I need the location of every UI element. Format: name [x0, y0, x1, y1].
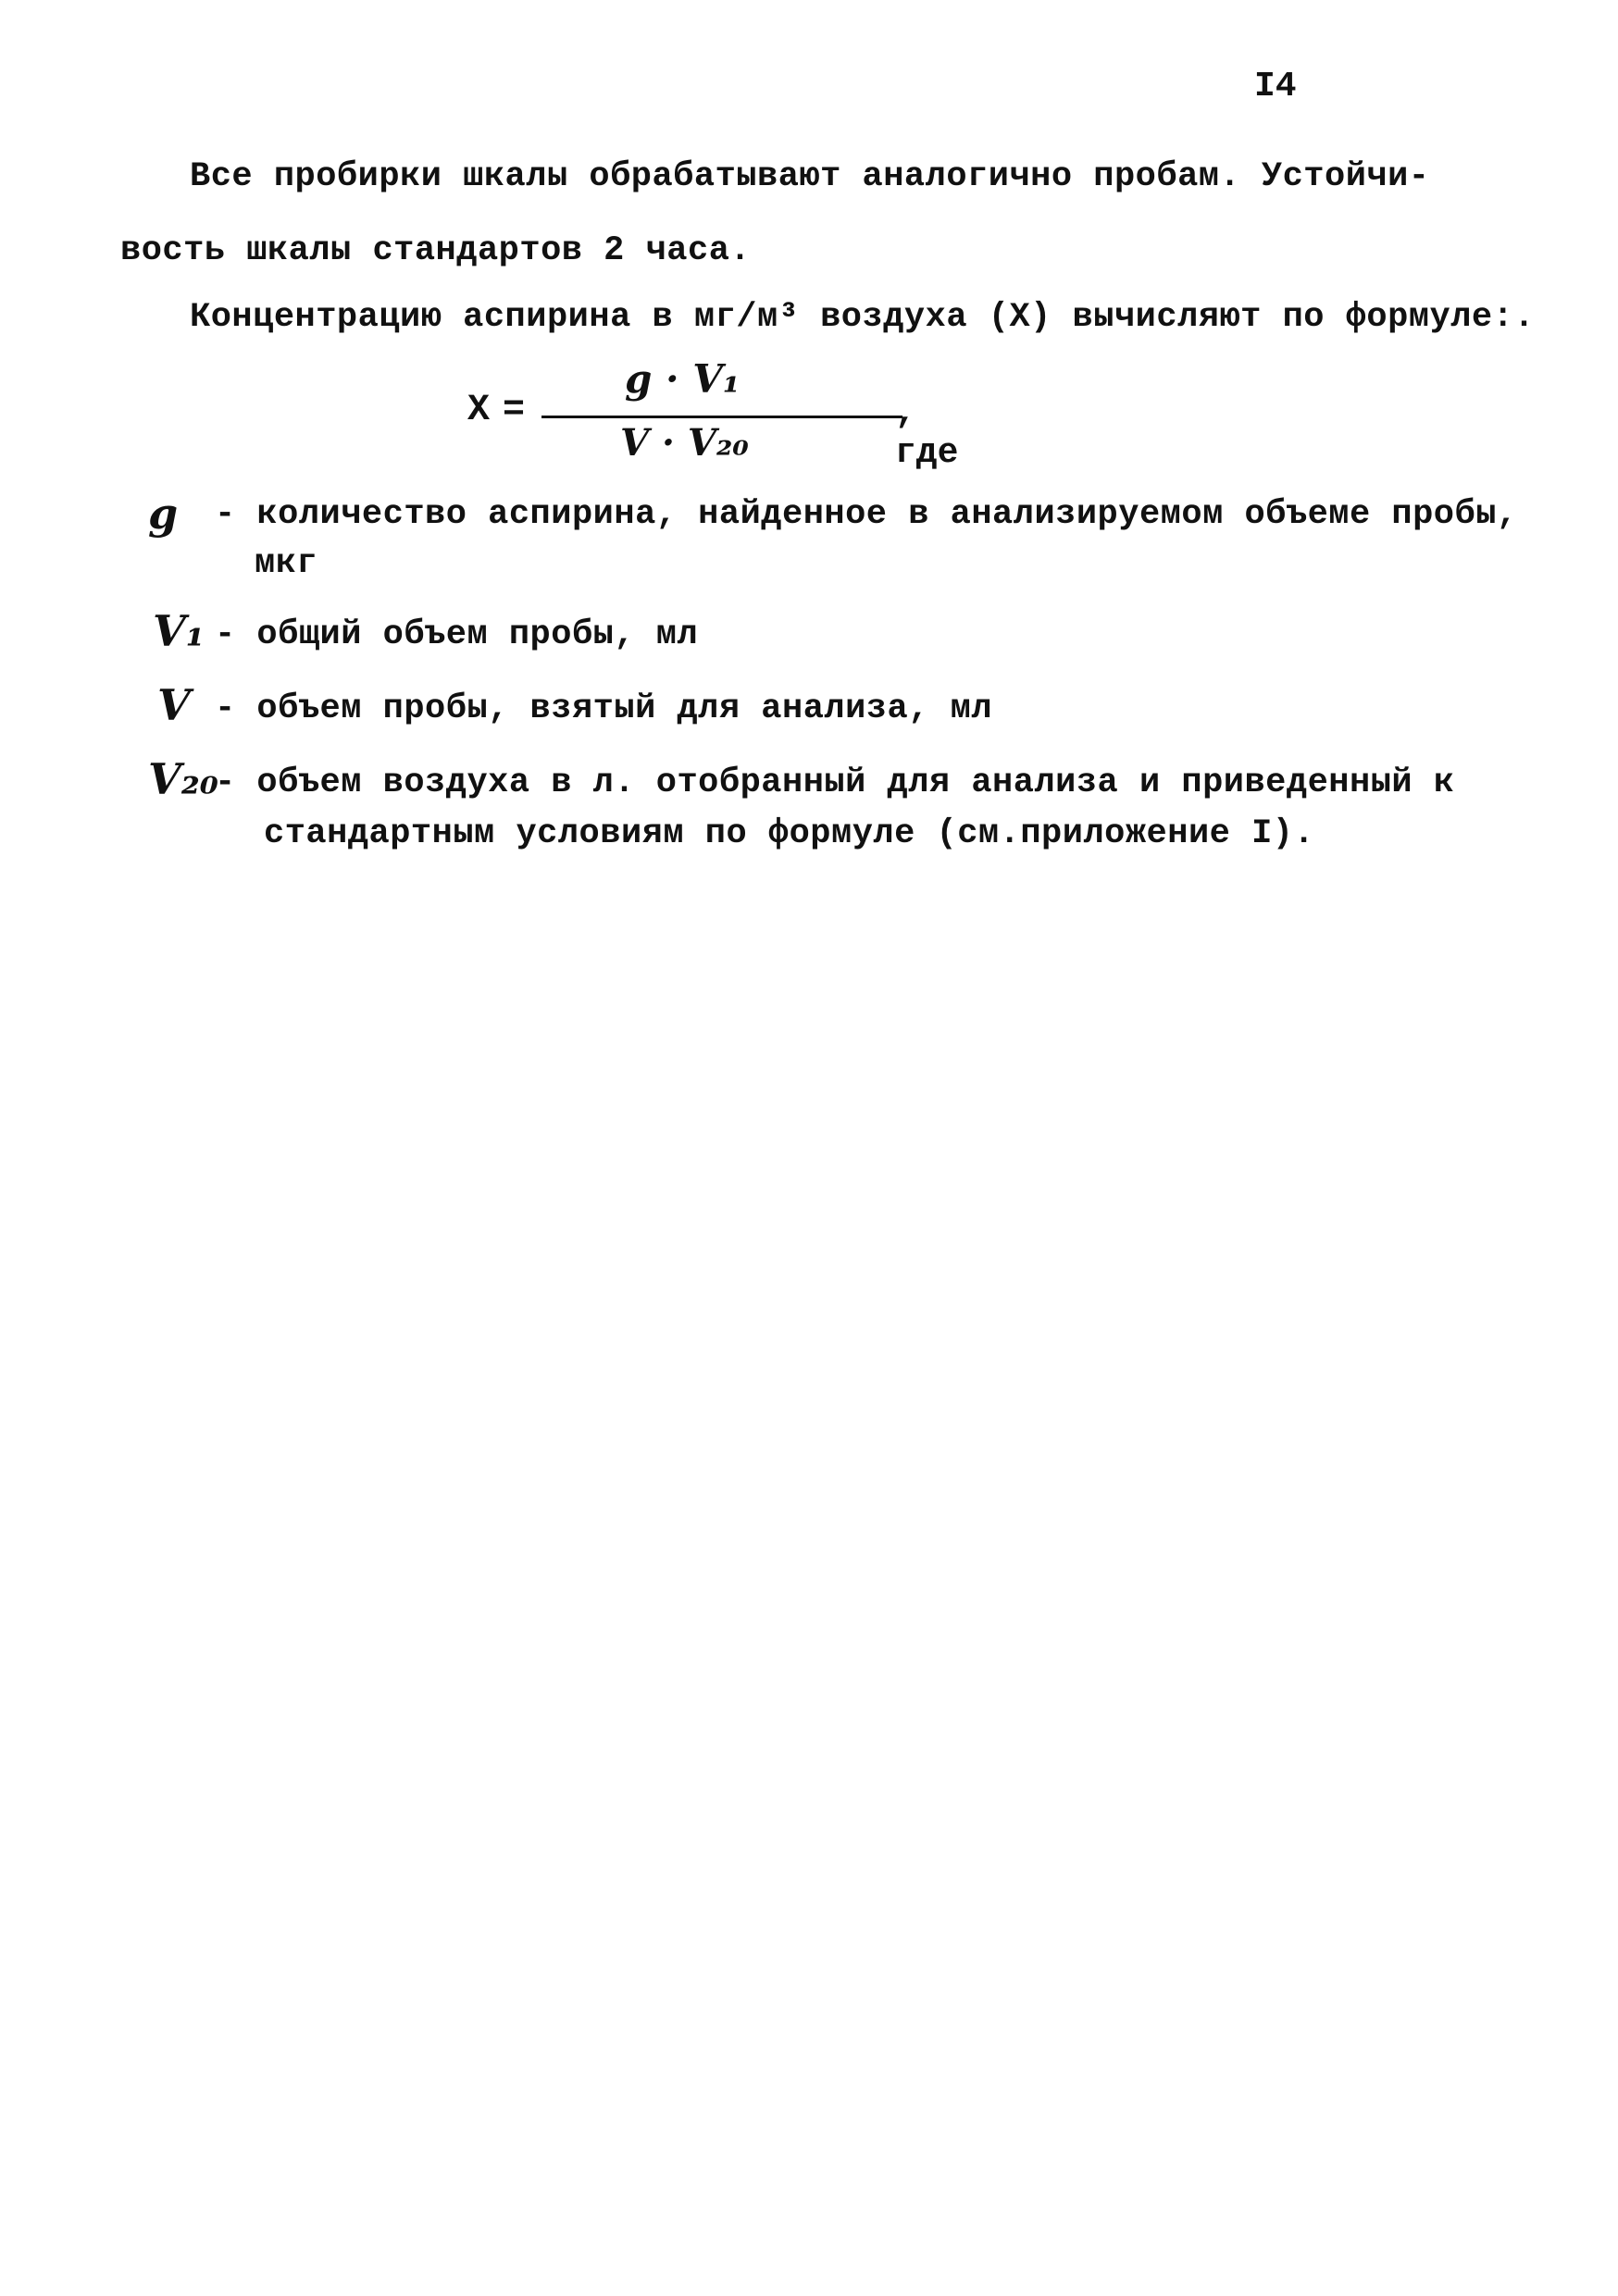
formula-suffix: , где: [895, 393, 959, 473]
paragraph-1-line-2: вость шкалы стандартов 2 часа.: [120, 231, 752, 270]
definition-text-v: - объем пробы, взятый для анализа, мл: [215, 689, 993, 728]
definition-symbol-v1: V₁: [153, 606, 205, 656]
definition-text-v20-line-2: стандартным условиям по формуле (см.приложение I).: [264, 814, 1315, 853]
definition-text-v20-line-1: - объем воздуха в л. отобранный для анализа и приведенный к: [215, 763, 1455, 802]
definition-text-v1: - общий объем пробы, мл: [215, 615, 699, 654]
formula-lhs: X: [467, 390, 491, 431]
page-number: I4: [1254, 67, 1297, 106]
concentration-formula: [467, 356, 967, 472]
formula-denominator: V · V₂₀: [620, 421, 749, 465]
paragraph-1-line-1: Все пробирки шкалы обрабатывают аналогично пробам. Устойчи-: [190, 157, 1430, 196]
definition-symbol-v20: V₂₀: [148, 754, 218, 804]
formula-equals: =: [503, 390, 526, 431]
fraction-bar: [541, 416, 902, 418]
formula-numerator: g · V₁: [625, 356, 741, 402]
paragraph-2: Концентрацию аспирина в мг/м³ воздуха (X) вычисляют по формуле:.: [190, 298, 1536, 337]
definition-text-g-line-2: мкг: [255, 544, 318, 583]
definition-symbol-v: V: [157, 680, 191, 730]
definition-text-g-line-1: - количество аспирина, найденное в анализируемом объеме пробы,: [215, 495, 1518, 534]
definition-symbol-g: g: [148, 489, 179, 539]
